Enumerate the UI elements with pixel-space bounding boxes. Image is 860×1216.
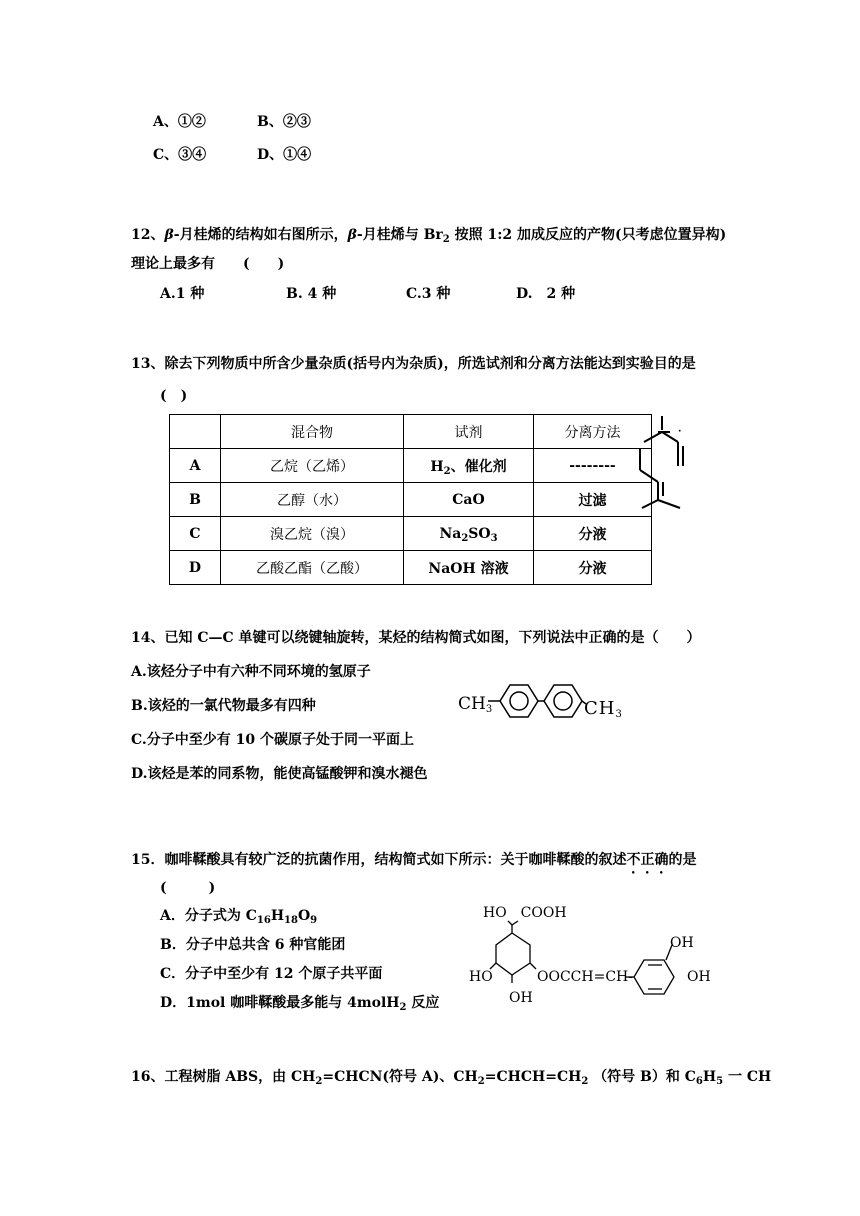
- q16-t2: =CHCN(符号 A)、CH: [322, 1069, 478, 1085]
- q15-a-s2: 18: [284, 915, 298, 926]
- ch3-left-sub: 3: [485, 704, 493, 715]
- header-cell-reagent: 试剂: [404, 415, 534, 449]
- q12-number: 12、: [131, 227, 165, 243]
- header-cell-method: 分离方法: [534, 415, 652, 449]
- q11-option-a: A、①②: [153, 114, 206, 130]
- q12-option-a: A.1 种: [160, 286, 205, 302]
- reagent-main: H: [430, 458, 444, 475]
- struct-chain: OOCCH=CH-: [537, 969, 633, 985]
- table-row: [170, 449, 652, 483]
- myrcene-structure-icon: [630, 412, 700, 512]
- header-cell-empty: [170, 415, 221, 449]
- q12-text-c: 按照 1:2 加成反应的产物(只考虑位置异构): [449, 227, 727, 243]
- row-method: 分液: [534, 551, 652, 585]
- struct-oh-top: OH: [670, 935, 694, 951]
- q14-option-a: A.该烃分子中有六种不同环境的氢原子: [131, 664, 371, 680]
- struct-oh-bottom: OH: [509, 990, 533, 1006]
- struct-ho-cooh: HO COOH: [483, 905, 567, 921]
- q15-option-c: C．分子中至少有 12 个原子共平面: [160, 966, 383, 982]
- q15-a-o: O: [297, 908, 311, 924]
- row-mixture: 乙醇（水）: [221, 483, 404, 517]
- q12-option-b: B. 4 种: [286, 286, 337, 302]
- q16-s1: 2: [315, 1076, 323, 1087]
- struct-oh-right: OH: [687, 969, 711, 985]
- row-label: C: [170, 517, 221, 551]
- row-mixture: 乙酸乙酯（乙酸）: [221, 551, 404, 585]
- q11-option-d: D、①④: [257, 147, 312, 163]
- row-method: 分液: [534, 517, 652, 551]
- biphenyl-ring-icon: [486, 676, 586, 726]
- row-reagent: CaO: [404, 483, 534, 517]
- q16-s3: 2: [581, 1076, 589, 1087]
- q15-option-d: [160, 993, 439, 1013]
- row-label: D: [170, 551, 221, 585]
- q16-t6: 一 CH: [723, 1069, 772, 1085]
- reagent-sub-2: 3: [490, 532, 498, 544]
- q16-t4: （符号 B）和 C: [588, 1069, 696, 1085]
- q12-beta-2: β: [347, 227, 357, 243]
- q11-option-b: B、②③: [257, 114, 311, 130]
- q15-stem-a: 15．咖啡鞣酸具有较广泛的抗菌作用，结构简式如下所示：关于咖啡鞣酸的叙述: [131, 852, 627, 868]
- q13-table: [169, 414, 652, 585]
- q16-t3: =CHCH=CH: [484, 1069, 582, 1085]
- q15-d-sub: 2: [399, 1002, 407, 1013]
- struct-ho-left: HO: [469, 969, 493, 985]
- q16-s4: 6: [695, 1076, 703, 1087]
- q15-stem-b: 的是: [668, 852, 697, 868]
- q15-paren: ( ): [160, 880, 216, 896]
- q16-t1: 16、工程树脂 ABS，由 CH: [131, 1069, 316, 1085]
- reagent-rest: 、催化剂: [450, 458, 507, 475]
- q15-option-b: B．分子中总共含 6 种官能团: [160, 937, 346, 953]
- q15-a-h: H: [270, 908, 285, 924]
- q15-option-a: [160, 906, 317, 926]
- reagent-main: Na: [439, 525, 462, 542]
- ch3-right-sub: 3: [615, 709, 623, 720]
- q14-option-c: C.分子中至少有 10 个碳原子处于同一平面上: [131, 732, 414, 748]
- q12-beta: β: [164, 227, 174, 243]
- q15-d-pre: D．1mol 咖啡鞣酸最多能与 4molH: [160, 995, 400, 1011]
- q12-option-d: D. 2 种: [516, 286, 576, 302]
- q16-s2: 2: [477, 1076, 485, 1087]
- q11-option-c: C、③④: [153, 147, 207, 163]
- q13-stem: 13、除去下列物质中所含少量杂质(括号内为杂质)，所选试剂和分离方法能达到实验目的是: [131, 356, 696, 372]
- q16-stem: [131, 1067, 771, 1087]
- q13-paren: ( ): [160, 388, 188, 404]
- q12-option-c: C.3 种: [406, 286, 451, 302]
- row-label: A: [170, 449, 221, 483]
- row-method: --------: [534, 449, 652, 483]
- caffeoylquinic-ring-icon: [480, 915, 700, 995]
- ch3-right-text: CH: [584, 698, 616, 719]
- row-mixture: 乙烷（乙烯）: [221, 449, 404, 483]
- row-label: B: [170, 483, 221, 517]
- q14-option-d: D.该烃是苯的同系物，能使高锰酸钾和溴水褪色: [131, 766, 428, 782]
- q15-a-s3: 9: [310, 915, 318, 926]
- reagent-sub: 2: [443, 465, 451, 477]
- q12-text-a: -月桂烯的结构如右图所示，: [173, 227, 348, 243]
- q12-sub: 2: [442, 234, 450, 245]
- struct-ch3-right: [584, 698, 623, 719]
- q16-s5: 5: [716, 1076, 724, 1087]
- svg-text:·: ·: [678, 427, 682, 437]
- q14-option-b: B.该烃的一氯代物最多有四种: [131, 698, 316, 714]
- table-row: [170, 551, 652, 585]
- q15-a-s1: 16: [256, 915, 271, 926]
- q14-stem: 14、已知 C—C 单键可以绕键轴旋转，某烃的结构简式如图，下列说法中正确的是（ ）: [131, 630, 701, 646]
- ch3-left-text: CH: [458, 694, 486, 714]
- header-cell-mixture: 混合物: [221, 415, 404, 449]
- row-reagent: NaOH 溶液: [404, 551, 534, 585]
- table-header-row: [170, 415, 652, 449]
- q16-t5: H: [702, 1069, 717, 1085]
- row-reagent: [404, 449, 534, 483]
- q15-d-post: 反应: [406, 995, 440, 1011]
- row-mixture: 溴乙烷（溴）: [221, 517, 404, 551]
- row-method: 过滤: [534, 483, 652, 517]
- q12-line2: 理论上最多有 ( ): [131, 256, 285, 272]
- table-row: [170, 517, 652, 551]
- q12-stem: [131, 225, 726, 245]
- row-reagent: [404, 517, 534, 551]
- reagent-rest: SO: [468, 525, 491, 542]
- q15-stem: [131, 850, 696, 877]
- q15-a-pre: A．分子式为 C: [160, 908, 257, 924]
- q12-text-b: -月桂烯与 Br: [356, 227, 443, 243]
- table-row: [170, 483, 652, 517]
- reagent-sub: 2: [461, 532, 469, 544]
- q15-emphasis: 不正确: [626, 852, 669, 868]
